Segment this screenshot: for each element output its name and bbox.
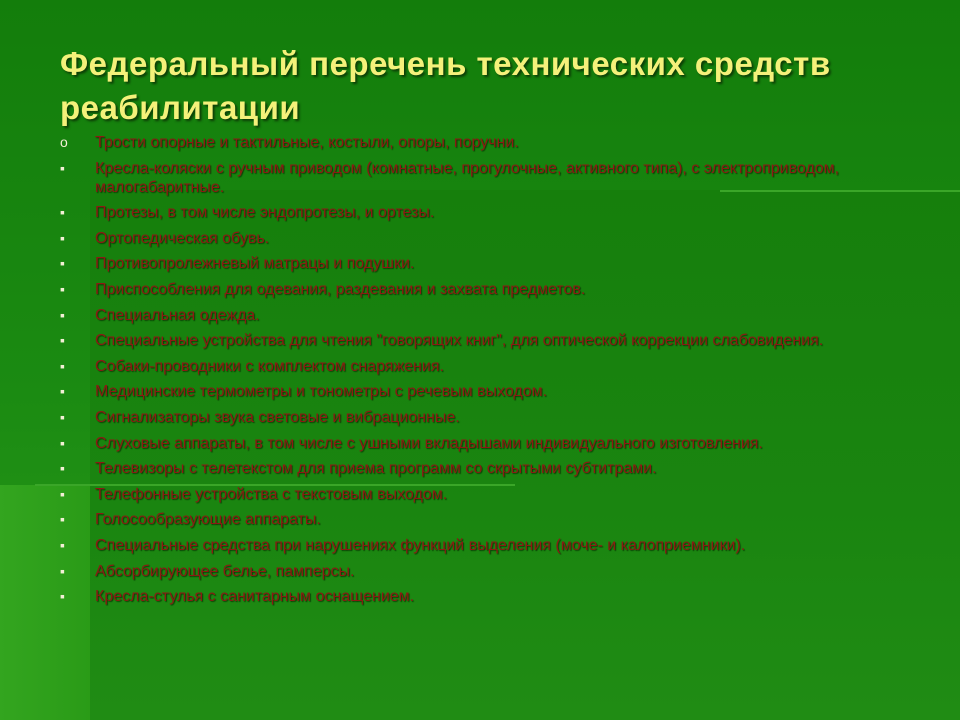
square-bullet-icon: ▪ [60, 255, 65, 272]
list-item-text: Кресла-стулья с санитарным оснащением. [95, 588, 415, 606]
slide-title: Федеральный перечень технических средств реабилитации [60, 45, 831, 126]
list-item-text: Собаки-проводники с комплектом снаряжения. [95, 357, 444, 375]
list-item [60, 133, 920, 152]
list-item [60, 485, 920, 504]
square-bullet-icon: ▪ [60, 383, 65, 400]
list-item [60, 587, 920, 606]
list-item-text: Приспособления для одевания, раздевания и захвата предметов. [95, 280, 586, 298]
list-item [60, 254, 920, 273]
list-item [60, 331, 920, 350]
list-item-text: Телефонные устройства с текстовым выходом. [95, 485, 448, 503]
list-item [60, 357, 920, 376]
list-item [60, 229, 920, 248]
square-bullet-icon: ▪ [60, 434, 65, 451]
list-item [60, 434, 920, 453]
list-item-text: Ортопедическая обувь. [95, 229, 270, 247]
list-item-text: Сигнализаторы звука световые и вибрационные. [95, 408, 460, 426]
square-bullet-icon: ▪ [60, 536, 65, 553]
square-bullet-icon: ▪ [60, 159, 65, 176]
square-bullet-icon: ▪ [60, 460, 65, 477]
list-item [60, 562, 920, 581]
square-bullet-icon: ▪ [60, 306, 65, 323]
list-item [60, 306, 920, 325]
list-item-text: Протезы, в том числе эндопротезы, и ортезы. [95, 204, 435, 222]
square-bullet-icon: ▪ [60, 280, 65, 297]
list-item [60, 408, 920, 427]
list-item-text: Специальные средства при нарушениях функций выделения (моче- и калоприемники). [95, 536, 746, 554]
list-item-text: Абсорбирующее белье, памперсы. [95, 562, 355, 580]
list-item [60, 159, 920, 197]
list-item [60, 510, 920, 529]
list-item [60, 536, 920, 555]
list-item [60, 203, 920, 222]
square-bullet-icon: ▪ [60, 511, 65, 528]
list-item-text: Специальные устройства для чтения "говорящих книг", для оптической коррекции слабовидения. [95, 332, 824, 350]
bullet-list [60, 133, 920, 613]
square-bullet-icon: ▪ [60, 357, 65, 374]
list-item-text: Медицинские термометры и тонометры с речевым выходом. [95, 383, 548, 401]
square-bullet-icon: ▪ [60, 229, 65, 246]
list-item-text: Специальная одежда. [95, 306, 260, 324]
list-item-text: Кресла-коляски с ручным приводом (комнатные, прогулочные, активного типа), с электроприводом, малогабаритные. [95, 159, 840, 196]
square-bullet-icon: ▪ [60, 562, 65, 579]
square-bullet-icon: ▪ [60, 408, 65, 425]
list-item-text: Трости опорные и тактильные, костыли, опоры, поручни. [95, 134, 519, 151]
square-bullet-icon: ▪ [60, 485, 65, 502]
list-item-text: Телевизоры с телетекстом для приема программ со скрытыми субтитрами. [95, 460, 657, 478]
square-bullet-icon: ▪ [60, 588, 65, 605]
circle-bullet-icon: o [60, 134, 68, 150]
square-bullet-icon: ▪ [60, 332, 65, 349]
list-item-text: Голосообразующие аппараты. [95, 511, 321, 529]
list-item-text: Противопролежневый матрацы и подушки. [95, 255, 415, 273]
square-bullet-icon: ▪ [60, 204, 65, 221]
list-item-text: Слуховые аппараты, в том числе с ушными вкладышами индивидуального изготовления. [95, 434, 763, 452]
list-item [60, 382, 920, 401]
list-item [60, 280, 920, 299]
list-item [60, 459, 920, 478]
